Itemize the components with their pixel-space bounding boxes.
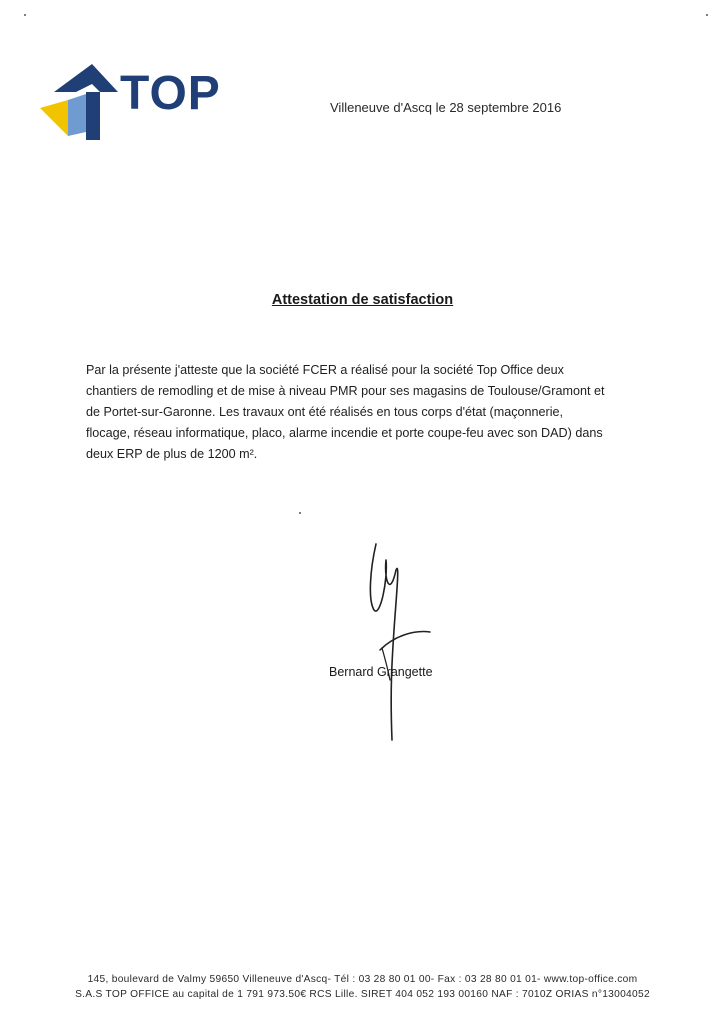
body-line: flocage, réseau informatique, placo, alarme incendie et porte coupe-feu avec son DAD) dans bbox=[86, 426, 603, 440]
footer-legal: S.A.S TOP OFFICE au capital de 1 791 973.50€ RCS Lille. SIRET 404 052 193 00160 NAF : 7010Z ORIAS n°13004052 bbox=[75, 989, 650, 1000]
handwritten-signature bbox=[360, 540, 440, 750]
body-paragraph bbox=[86, 360, 646, 465]
logo-wordmark: TOP bbox=[120, 67, 221, 120]
scan-speck bbox=[299, 512, 301, 514]
page-footer bbox=[0, 972, 725, 1002]
body-line: chantiers de remodling et de mise à niveau PMR pour ses magasins de Toulouse/Gramont et bbox=[86, 384, 605, 398]
footer-address: 145, boulevard de Valmy 59650 Villeneuve d'Ascq- Tél : 03 28 80 01 00- Fax : 03 28 80 01 01- www.top-office.com bbox=[87, 974, 638, 985]
document-title: Attestation de satisfaction bbox=[271, 292, 454, 308]
scan-speck bbox=[706, 14, 708, 16]
body-line: de Portet-sur-Garonne. Les travaux ont été réalisés en tous corps d'état (maçonnerie, bbox=[86, 405, 564, 419]
company-logo bbox=[40, 62, 230, 142]
place-and-date: Villeneuve d'Ascq le 28 septembre 2016 bbox=[330, 100, 562, 115]
body-line: deux ERP de plus de 1200 m². bbox=[86, 447, 258, 461]
logo-mark-icon bbox=[40, 62, 120, 142]
signatory-name: Bernard Grangette bbox=[329, 665, 433, 679]
body-line: Par la présente j'atteste que la société FCER a réalisé pour la société Top Office deux bbox=[86, 363, 564, 377]
scan-speck bbox=[24, 14, 26, 16]
